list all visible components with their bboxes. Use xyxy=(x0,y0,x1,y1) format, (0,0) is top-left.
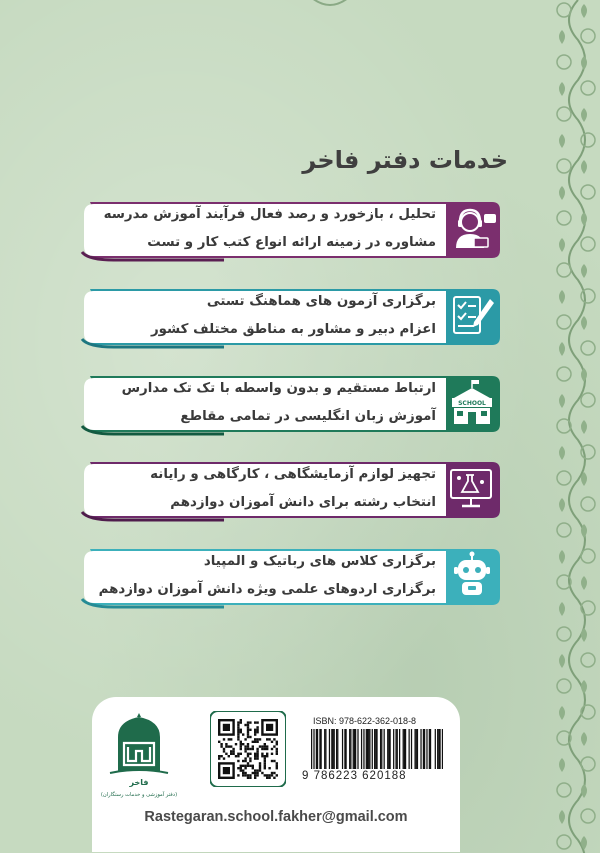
service-line-2: مشاوره در زمینه ارائه انواع کتب کار و تست xyxy=(147,235,436,250)
service-text xyxy=(96,548,436,604)
service-text xyxy=(96,461,436,517)
service-line-2: انتخاب رشته برای دانش آموزان دوازدهم xyxy=(170,495,436,510)
exam-checklist-icon xyxy=(446,291,498,341)
service-card-5 xyxy=(74,545,504,609)
logo-title: فاخر xyxy=(129,778,149,787)
service-text xyxy=(96,288,436,344)
service-line-2: برگزاری اردوهای علمی ویژه دانش آموزان دوازدهم xyxy=(98,582,436,597)
robot-icon xyxy=(446,551,498,601)
isbn-label: ISBN: 978-622-362-018-8 xyxy=(313,716,417,726)
consultant-headset-icon xyxy=(446,204,498,254)
service-line-1: ارتباط مستقیم و بدون واسطه با تک تک مدارس xyxy=(121,381,436,396)
page-title: خدمات دفتر فاخر xyxy=(302,146,508,174)
barcode-digits: 9 786223 620188 xyxy=(302,770,407,782)
logo-subtitle: (دفتر آموزشی و خدمات رستگاران) xyxy=(100,792,178,798)
service-text xyxy=(96,201,436,257)
fakher-logo xyxy=(100,709,178,801)
service-card-1 xyxy=(74,198,504,262)
floral-vine-border xyxy=(538,0,600,853)
lab-flask-monitor-icon xyxy=(446,464,498,514)
contact-email: Rastegaran.school.fakher@gmail.com xyxy=(144,809,408,825)
service-line-1: برگزاری کلاس های رباتیک و المپیاد xyxy=(203,554,436,569)
qr-code xyxy=(210,711,286,787)
back-cover-footer xyxy=(92,697,460,852)
service-card-3 xyxy=(74,372,504,436)
service-line-1: تجهیز لوازم آزمایشگاهی ، کارگاهی و رایانه xyxy=(150,467,436,482)
service-line-2: اعزام دبیر و مشاور به مناطق مختلف کشور xyxy=(150,322,436,337)
svg-text:SCHOOL: SCHOOL xyxy=(458,400,486,407)
service-line-1: تحلیل ، بازخورد و رصد فعال فرآیند آموزش مدرسه xyxy=(103,207,436,222)
top-ornament xyxy=(310,0,350,10)
service-line-2: آموزش زبان انگلیسی در تمامی مقاطع xyxy=(180,409,436,424)
service-line-1: برگزاری آزمون های هماهنگ تستی xyxy=(206,294,436,309)
service-text xyxy=(96,375,436,431)
school-building-icon xyxy=(446,378,498,428)
service-card-4 xyxy=(74,458,504,522)
isbn-barcode xyxy=(311,729,443,769)
service-card-2 xyxy=(74,285,504,349)
